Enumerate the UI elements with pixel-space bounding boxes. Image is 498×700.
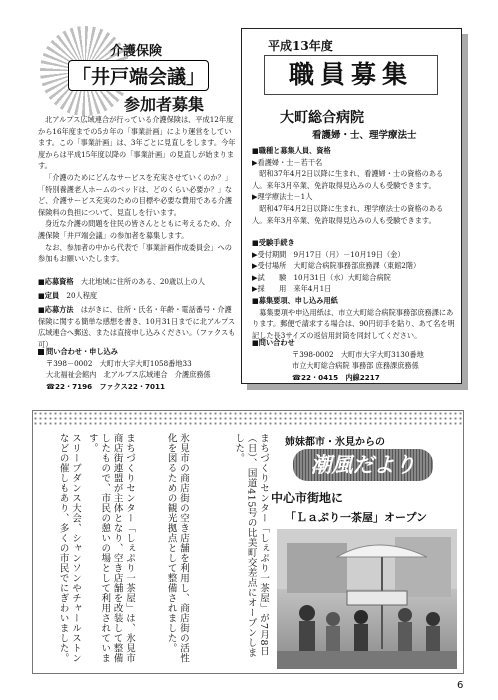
article-body xyxy=(38,114,238,265)
qualification-section xyxy=(252,145,456,226)
paragraph: 「介護のためにどんなサービスを充実させていくのか？」「特別養護老人ホームのベッドは、どのくらい必要か？」など、介護サービス充実のための目標や必要な費用である介護保険料の負担について、見直しを行います。 xyxy=(38,172,233,217)
info-text: はがきに、住所・氏名・年齢・電話番号・介護保険に関する簡単な感想を書き、10月31日までに北アルプス広域連合へ郵送、または直接申し込みください。（ファクスも可） xyxy=(38,305,236,349)
article-subtitle: 参加者募集 xyxy=(124,95,205,114)
procedure-section xyxy=(252,237,456,295)
info-row xyxy=(38,304,238,350)
section-heading: ■受験手続き xyxy=(252,238,295,247)
positions: 看護婦・士、理学療法士 xyxy=(312,130,417,141)
contact-line: 市立大町総合病院 事務部 庶務課庶務係 xyxy=(292,361,419,371)
article-column: 氷見市の商店街の空き店舗を利用し、商店街の活性化を図るための観光拠点として整備されました。 xyxy=(165,433,189,663)
care-insurance-article xyxy=(30,28,237,400)
info-label: ■応募資格 xyxy=(38,277,74,286)
section-line: ▶理学療法士－1人 xyxy=(252,192,313,202)
contact-heading: 問い合わせ・申し込み xyxy=(46,347,118,356)
series-title: 潮風だより xyxy=(310,452,416,477)
opening-headline: 「Ｌａぷり一茶屋」オープン xyxy=(285,511,428,524)
contact-heading: ■問い合わせ xyxy=(252,338,295,347)
paragraph: 身近な介護の問題を住民の皆さんとともに考えるため、介護保険「井戸端会議」の参加者を募集します。 xyxy=(38,219,232,240)
info-label: ■応募方法 xyxy=(38,305,74,314)
center-heading: 中心市街地に xyxy=(271,491,344,505)
photo-scene xyxy=(277,529,457,669)
application-section xyxy=(252,295,456,341)
contact-line: 大北福祉会館内 北アルプス広域連合 介護庶務係 xyxy=(46,370,211,380)
contact-line: 〒398－0002 大町市大字大町1058番地33 xyxy=(46,358,192,368)
section-line: 昭和47年4月2日以降に生まれ、理学療法士の資格のある人。来年3月卒業、免許取得見込みの人も受験できます。 xyxy=(252,203,444,225)
himi-letter-section xyxy=(32,410,464,674)
article-column: まちづくりセンター「しぇぷり一茶屋」は、氷見市商店街連盟が主体となり、空き店舗を改装して整備したもので、市民の憩いの場として利用されています。 xyxy=(86,433,135,663)
section-heading: ■職種と募集人員、資格 xyxy=(252,146,331,155)
info-text: 大北地域に住所のある、20歳以上の人 xyxy=(80,277,205,286)
contact-phone: ☎22・7196 ファクス22・7011 xyxy=(46,381,166,391)
page-number: 6 xyxy=(457,680,464,691)
contact-block xyxy=(252,337,456,383)
kicker: 介護保険 xyxy=(110,44,163,59)
dot-pattern-band xyxy=(33,411,463,425)
contact-line: 〒398-0002 大町市大字大町3130番地 xyxy=(292,349,424,359)
paragraph: なお、参加者の中から代表で「事業計画作成委員会」への参加もお願いいたします。 xyxy=(38,242,232,264)
info-row xyxy=(38,290,238,302)
section-heading: ■募集要項、申し込み用紙 xyxy=(252,296,338,305)
tea-house-photo xyxy=(277,529,457,669)
article-title: 「井戸端会議」 xyxy=(68,60,209,91)
section-line: ▶採 用 来年4月1日 xyxy=(252,284,332,294)
sister-city-label: 姉妹都市・氷見からの xyxy=(285,437,385,448)
hospital-name: 大町総合病院 xyxy=(280,110,364,126)
section-line: ▶受付期間 9月17日（月）－10月19日（金） xyxy=(252,249,405,259)
section-line: ▶受付場所 大町総合病院事務部庶務課（東館2階） xyxy=(252,261,421,271)
section-line: 募集要項や申込用紙は、市立大町総合病院事務部庶務課にあります。郵便で請求する場合は、90円切手を貼り、あて名を明記した長3サイズの返信用封筒を同封してください。 xyxy=(252,307,455,340)
series-title-banner xyxy=(293,449,433,481)
fiscal-year: 平成13年度 xyxy=(268,39,333,53)
square-bullet-icon xyxy=(38,349,44,355)
paragraph: 北アルプス広域連合が行っている介護保険は、平成12年度から16年度までの5カ年の「事業計画」により運営をしています。この「事業計画」は、3年ごとに見直しをします。今年度からは平成15年度以降の「事業計画」の見直しが始まります。 xyxy=(38,115,236,171)
article-column: スリーブダンス大会、シャンソンやチャールストンなどの催しもあり、多くの市民でにぎわいました。 xyxy=(57,433,81,663)
contact-phone: ☎22・0415 内線2217 xyxy=(292,372,380,382)
staff-recruitment-box xyxy=(241,28,462,384)
section-line: ▶看護婦・士－若干名 xyxy=(252,157,323,167)
contact-block xyxy=(38,346,238,392)
info-text: 20人程度 xyxy=(66,291,98,300)
recruit-title: 職員募集 xyxy=(264,55,438,95)
section-line: 昭和37年4月2日以降に生まれ、看護婦・士の資格のある人。来年3月卒業、免許取得見込みの人も受験できます。 xyxy=(252,169,444,190)
info-row xyxy=(38,276,238,288)
section-line: ▶試 験 10月31日（水）大町総合病院 xyxy=(252,272,391,282)
info-label: ■定員 xyxy=(38,291,60,300)
article-column: まちづくりセンター「しぇぷり一茶屋」が7月8日（日）、国道415号の比美町交差点にオープンしました。 xyxy=(233,433,269,658)
